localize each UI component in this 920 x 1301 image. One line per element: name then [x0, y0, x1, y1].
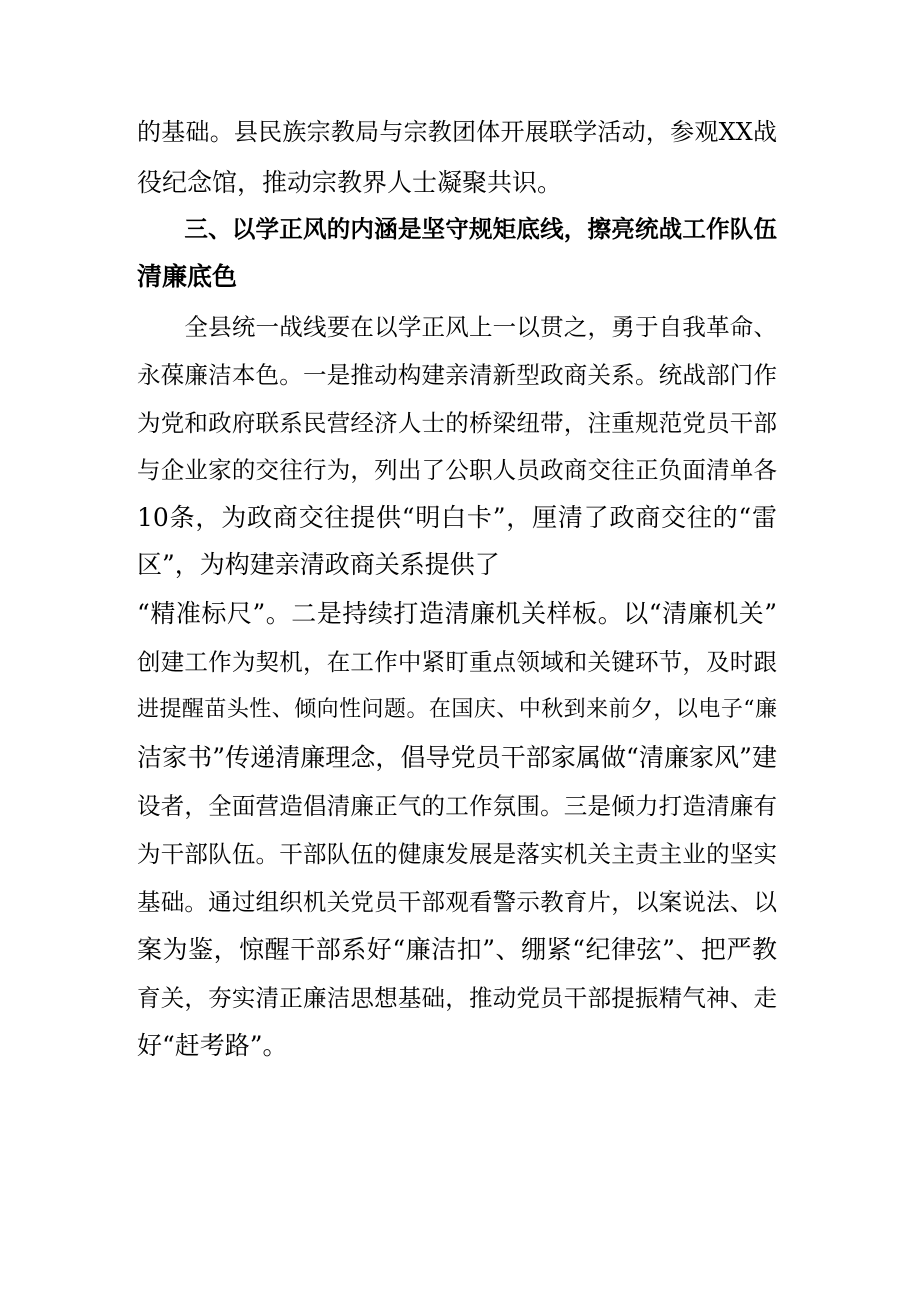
text-line: 案为鉴，惊醒干部系好“廉洁扣”、绷紧“纪律弦”、把严教	[137, 935, 777, 964]
text-line: 为党和政府联系民营经济人士的桥梁纽带，注重规范党员干部	[137, 409, 777, 437]
text-line: 10条，为政商交往提供“明白卡”，厘清了政商交往的“雷	[137, 503, 777, 532]
text-line: 役纪念馆，推动宗教界人士凝聚共识。	[137, 168, 563, 197]
text-line: 创建工作为契机，在工作中紧盯重点领域和关键环节，及时跟	[137, 648, 777, 676]
section-heading-line: 清廉底色	[137, 262, 238, 291]
text-line: 设者，全面营造倡清廉正气的工作氛围。三是倾力打造清廉有	[137, 792, 777, 820]
text-line: 为干部队伍。干部队伍的健康发展是落实机关主责主业的坚实	[137, 840, 777, 868]
text-line: 洁家书”传递清廉理念，倡导党员干部家属做“清廉家风”建	[137, 743, 777, 772]
text-line: 好“赶考路”。	[137, 1031, 288, 1060]
section-heading-line: 三、以学正风的内涵是坚守规矩底线，擦亮统战工作队伍	[137, 215, 777, 243]
text-line: 永葆廉洁本色。一是推动构建亲清新型政商关系。统战部门作	[137, 361, 777, 389]
text-line: 育关，夯实清正廉洁思想基础，推动党员干部提振精气神、走	[137, 984, 777, 1012]
text-line: 进提醒苗头性、倾向性问题。在国庆、中秋到来前夕，以电子“廉	[137, 697, 777, 722]
text-line: “精准标尺”。二是持续打造清廉机关样板。以“清廉机关”	[137, 599, 777, 628]
text-line: 的基础。县民族宗教局与宗教团体开展联学活动，参观XX战	[137, 118, 777, 146]
text-line: 全县统一战线要在以学正风上一以贯之，勇于自我革命、	[137, 313, 777, 341]
text-line: 与企业家的交往行为，列出了公职人员政商交往正负面清单各	[137, 456, 777, 484]
text-line: 区”，为构建亲清政商关系提供了	[137, 550, 500, 579]
text-line: 基础。通过组织机关党员干部观看警示教育片，以案说法、以	[137, 888, 777, 916]
